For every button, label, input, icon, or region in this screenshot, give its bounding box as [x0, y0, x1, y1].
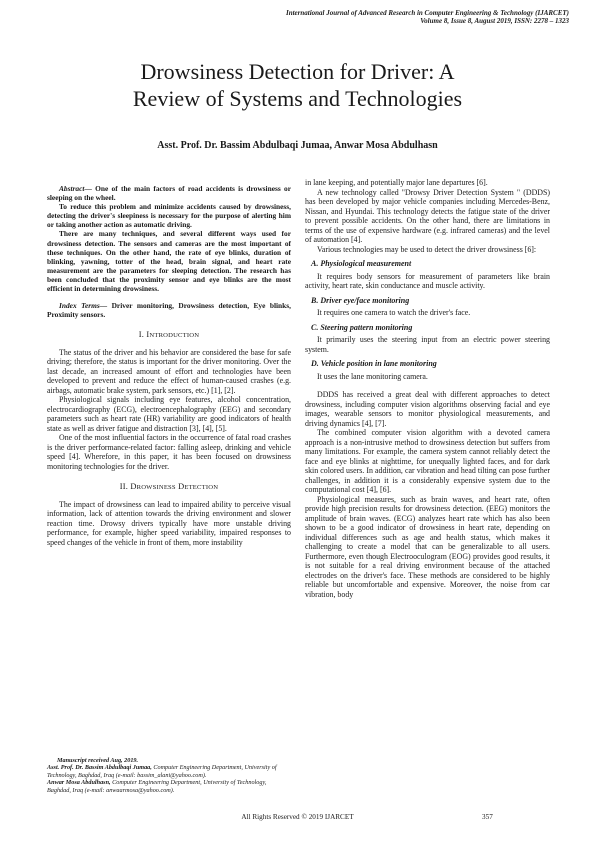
section-heading-smallcaps: NTRODUCTION [149, 332, 200, 340]
footnote-author-1-name: Asst. Prof. Dr. Bassim Abdulbaqi Jumaa, [47, 764, 152, 772]
section-heading-drowsiness-detection [47, 482, 291, 493]
spacer [305, 381, 550, 390]
section-heading-smallcaps: ETECTION [184, 484, 219, 492]
drowsiness-paragraph-1: The impact of drowsiness can lead to impaired ability to perceive visual information, lack of attention towards the driving environment and slower reaction time. Drowsy drivers typically have more unstable driving performance, for example, higher speed variability, impaired responses to speed changes of the vehicle in front of them, more instability [47, 499, 291, 547]
abstract-label: Abstract— [59, 184, 92, 193]
index-terms-label: Index Terms— [59, 301, 108, 311]
intro-paragraph-1: The status of the driver and his behavior are considered the base for safe driving; therefore, the status is important for the driver monitoring. Over the last decade, an increased amount of effort and technologies have been developed to prevent and reduce the effect of human-caused crashes (e.g. airbags, automatic brake system, park sensors, etc.) [1], [2]. [47, 347, 291, 395]
subheading-c: C. Steering pattern monitoring [311, 322, 413, 332]
abstract-paragraph-3: There are many techniques, and several different ways used for drowsiness detection. The sensors and cameras are the most important of these techniques. On the other hand, the rate of eye blinks, duration of blinking, yawning, totter of the head, brain signal, and heart rate measurement are the parameters for sleeping detection. The research has been concluded that the proximity sensor and eye blinks are the most efficient in determining drowsiness. [47, 229, 291, 294]
subsection-c-text: It primarily uses the steering input from an electric power steering system. [305, 335, 550, 354]
abstract-paragraph-2: To reduce this problem and minimize accidents caused by drowsiness, detecting the driver's sleepiness is necessary for the purpose of alerting him or taking another action as automatic driving. [47, 202, 291, 230]
section-number: II. [119, 482, 129, 492]
section-heading-introduction [47, 330, 291, 341]
footnote-author-2-name: Anwar Mosa Abdulhasn, [47, 779, 111, 787]
right-paragraph-0: in lane keeping, and potentially major lane departures [6]. [305, 178, 488, 187]
intro-paragraph-3: One of the most influential factors in the occurrence of fatal road crashes is the driver performance-related factor: falling asleep, drinking and vehicle speed [4]. Wherefore, in this paper, it has been focused on drowsiness monitoring technologies for the driver. [47, 433, 291, 471]
right-paragraph-physiological: Physiological measures, such as brain waves, and heart rate, often provide high precision results for drowsiness detection. (EEG) monitors the amplitude of brain waves. (ECG) analyzes heart rate which has also been shown to be a good indicator of drowsiness in heart rate, depending on individual differences such as age and health status, which makes it challenging to create a model that can be generalizable to all users. Furthermore, even though Electrooculogram (EOG) provides good results, it is not suitable for a real driving environment because of the attached electrodes on the driver's face. These methods are considered to be highly reliable but uncomfortable and expensive. Moreover, the noise from car vibration, body [305, 494, 550, 599]
paper-title-line1: Drowsiness Detection for Driver: A [140, 59, 455, 84]
section-heading-smallcaps: ROWSINESS [136, 484, 176, 492]
intro-paragraph-2: Physiological signals including eye features, alcohol concentration, electrocardiography (ECG), electroencephalography (EEG) and secondary parameters such as heart rate (HR) variability are good indicators of health state as well as driver fatigue and distraction [3], [4], [5]. [47, 395, 291, 433]
paper-title [40, 58, 555, 112]
right-column [305, 178, 550, 599]
paper-title-line2: Review of Systems and Technologies [132, 86, 463, 111]
journal-header [119, 9, 569, 26]
footnote-received: Manuscript received Aug, 2019. [57, 757, 139, 764]
right-paragraph-technologies: Various technologies may be used to detect the driver drowsiness [6]: [317, 244, 537, 254]
section-heading-initial: D [178, 482, 185, 492]
abstract-paragraph-1 [47, 184, 291, 202]
author-footnote [47, 757, 291, 794]
left-column [47, 184, 291, 547]
author-line: Asst. Prof. Dr. Bassim Abdulbaqi Jumaa, Anwar Mosa Abdulhasn [157, 140, 438, 151]
footnote-author-2-affiliation: Computer Engineering Department, University of Technology, Baghdad, Iraq (e-mail: anwaarmosa@yahoo.com). [47, 779, 267, 794]
right-paragraph-computer-vision: The combined computer vision algorithm with a devoted camera approach is a non-intrusive method to drowsiness detection but suffers from many limitations. For example, the camera system cannot reliably detect the face and eye blinks at nighttime, for unequally lighted faces, and for dark skin colored users. In addition, car vibration and head tilting can pose further challenges, in addition it is a considerably expensive system due to the computational cost [4], [6]. [305, 428, 550, 494]
abstract [47, 184, 291, 293]
journal-header-line1: International Journal of Advanced Research in Computer Engineering & Technology (IJARCET) [285, 9, 569, 17]
page-number: 357 [482, 813, 493, 821]
subheading-b: B. Driver eye/face monitoring [311, 295, 410, 305]
index-terms-text: Driver monitoring, Drowsiness detection, Eye blinks, Proximity sensors. [47, 301, 291, 320]
right-paragraph-approaches: DDDS has received a great deal with different approaches to detect drowsiness, including computer vision algorithms observing facial and eye images, wearable sensors to monitor physiological measurements, and driving dynamics [4], [7]. [305, 390, 550, 428]
footnote-author-2 [47, 779, 291, 794]
section-heading-initial: I [146, 330, 150, 340]
abstract-text-1: One of the main factors of road accidents is drowsiness or sleeping on the wheel. [47, 184, 291, 203]
section-heading-initial: D [130, 482, 137, 492]
index-terms [47, 301, 291, 319]
right-paragraph-ddds: A new technology called "Drowsy Driver Detection System " (DDDS) has been developed by major vehicle companies including Mercedes-Benz, Nissan, and Hyundai. This technology detects the fatigue state of the driver to prevent possible accidents. On the other hand, there are limitations in terms of the use of expensive hardware (e.g. infrared cameras) and the level of automation [4]. [305, 187, 550, 244]
footnote-author-1-affiliation: Computer Engineering Department, University of Technology, Baghdad, Iraq (e-mail: bassim_alani@yahoo.com). [47, 764, 277, 779]
subheading-d: D. Vehicle position in lane monitoring [311, 359, 437, 368]
section-number: I. [138, 330, 145, 340]
footnote-author-1 [47, 764, 291, 779]
subsection-b-text: It requires one camera to watch the driver's face. [317, 308, 471, 317]
journal-header-line2: Volume 8, Issue 8, August 2019, ISSN: 2278 – 1323 [420, 17, 569, 26]
subheading-a: A. Physiological measurement [311, 259, 412, 268]
subsection-d-text: It uses the lane monitoring camera. [317, 371, 428, 381]
copyright-notice: All Rights Reserved © 2019 IJARCET [241, 813, 354, 821]
subsection-a-text: It requires body sensors for measurement of parameters like brain activity, heart rate, skin conductance and muscle activity. [305, 271, 550, 290]
